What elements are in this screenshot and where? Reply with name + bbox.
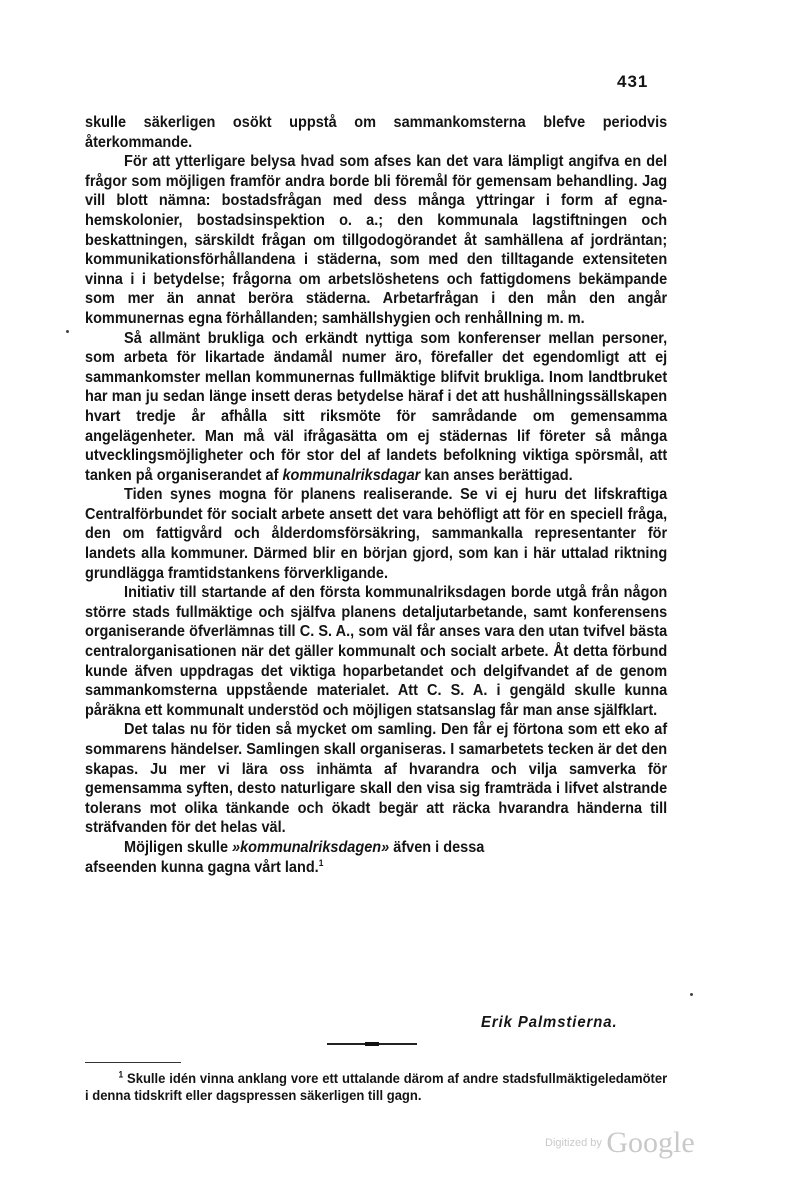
paragraph-4: Tiden synes mogna för planens realiserande. Se vi ej huru det lifskraftiga Centralförbundet för socialt arbete ansett det vara behöfligt att för en speciell fråga, den om fattigvård och ålderdomsförsäkring, sammankalla representanter för landets alla kommuner. Därmed blir en början gjord, som kan i här uttalad riktning grundlägga framtidstankens förverkligande.	[85, 486, 668, 582]
author-signature: Erik Palmstierna.	[481, 1014, 618, 1031]
paragraph-3	[85, 329, 667, 486]
scan-speck	[66, 330, 69, 333]
paragraph-7-text: Möjligen skulle	[124, 838, 229, 856]
paragraph-3-text: Så allmänt brukliga och erkändt nyttiga som konferenser mellan personer, som arbeta för likartade ändamål numer äro, förefaller det egendomligt att ej sammankomster mellan kommunernas fullmäktige blifvit brukliga. Inom landtbruket har man ju sedan länge insett deras betydelse häraf i det att hushållningssällskapen hvart tredje år afhålla sitt riksmöte för samrådande om gemensamma angelägenheter. Man må väl ifrågasätta om ej städernas lif företer så många utvecklingsmöjligheter och för stor del af landets befolkning viktiga spörsmål, att tanken på organiserandet af	[85, 329, 668, 484]
section-divider	[327, 1043, 417, 1045]
digitized-by-google-watermark	[545, 1126, 695, 1160]
divider-ornament	[365, 1042, 379, 1046]
emphasis-kommunalriksdagar: kommunalriksdagar	[282, 466, 421, 484]
paragraph-7-tail: äfven i dessa afseenden kunna gagna vårt land.	[85, 838, 485, 876]
footnote-marker: 1	[118, 1069, 124, 1080]
paragraph-1: skulle säkerligen osökt uppstå om sammankomsterna blefve periodvis återkommande.	[85, 114, 668, 151]
footnote-reference: 1	[318, 857, 324, 868]
paragraph-5: Initiativ till startande af den första kommunalriksdagen borde utgå från någon större stads fullmäktige och själfva planens detaljutarbetande, samt konferensens organiserande öfverlämnas till C. S. A., som väl får anses vara den utan tvifvel bästa centralorganisationen när det gäller kommunalt och socialt arbete. Åt detta förbund kunde äfven uppdragas det viktiga hoparbetandet och delgifvandet af de genom sammankomsterna uppstående materialet. Att C. S. A. i gengäld skulle kunna påräkna ett kommunalt understöd och möjligen statsanslag får man anse själfklart.	[85, 584, 668, 719]
watermark-prefix: Digitized by	[545, 1137, 602, 1149]
paragraph-7	[85, 838, 494, 877]
emphasis-kommunalriksdagen: »kommunalriksdagen»	[232, 838, 390, 856]
paragraph-3-tail: kan anses berättigad.	[424, 466, 573, 484]
page-number: 431	[617, 72, 649, 91]
footnote-rule	[85, 1062, 181, 1063]
paragraph-6: Det talas nu för tiden så mycket om samling. Den får ej förtona som ett eko af sommarens händelser. Samlingen skall organiseras. I samarbetets tecken är det den skapas. Ju mer vi lära oss inhämta af hvarandra och vilja samverka för gemensamma syften, desto naturligare skall den visa sig framträda i lifvet alstrande tolerans mot olika tänkande och ökadt begär att räcka hvarandra händerna till sträfvanden för det helas väl.	[85, 721, 668, 837]
article-body	[85, 113, 667, 877]
scan-speck	[690, 993, 693, 996]
paragraph-2: För att ytterligare belysa hvad som afses kan det vara lämpligt angifva en del frågor som möjligen framför andra borde bli föremål för gemensam behandling. Jag vill blott nämna: bostadsfrågan med dess många yttringar i form af egna-hemskolonier, bostadsinspektion o. a.; den kommunala lagstiftningen och beskattningen, särskildt frågan om tillgodogörandet åt samhällena af jordräntan; kommunikationsförhållandena i städerna, som med den tilltagande extensiteten vinna i i betydelse; frågorna om arbetslöshetens och fattigdomens bekämpande som mer än annat beröra städerna. Arbetarfrågan i den mån den angår kommunernas egna förhållanden; samhällshygien och renhållning m. m.	[85, 153, 668, 327]
footnote-text: Skulle idén vinna anklang vore ett uttalande därom af andre stadsfullmäktigeledamöter i denna tidskrift eller dagspressen säkerligen till gagn.	[85, 1070, 668, 1103]
footnote	[85, 1070, 667, 1104]
google-logo: Google	[606, 1126, 695, 1159]
